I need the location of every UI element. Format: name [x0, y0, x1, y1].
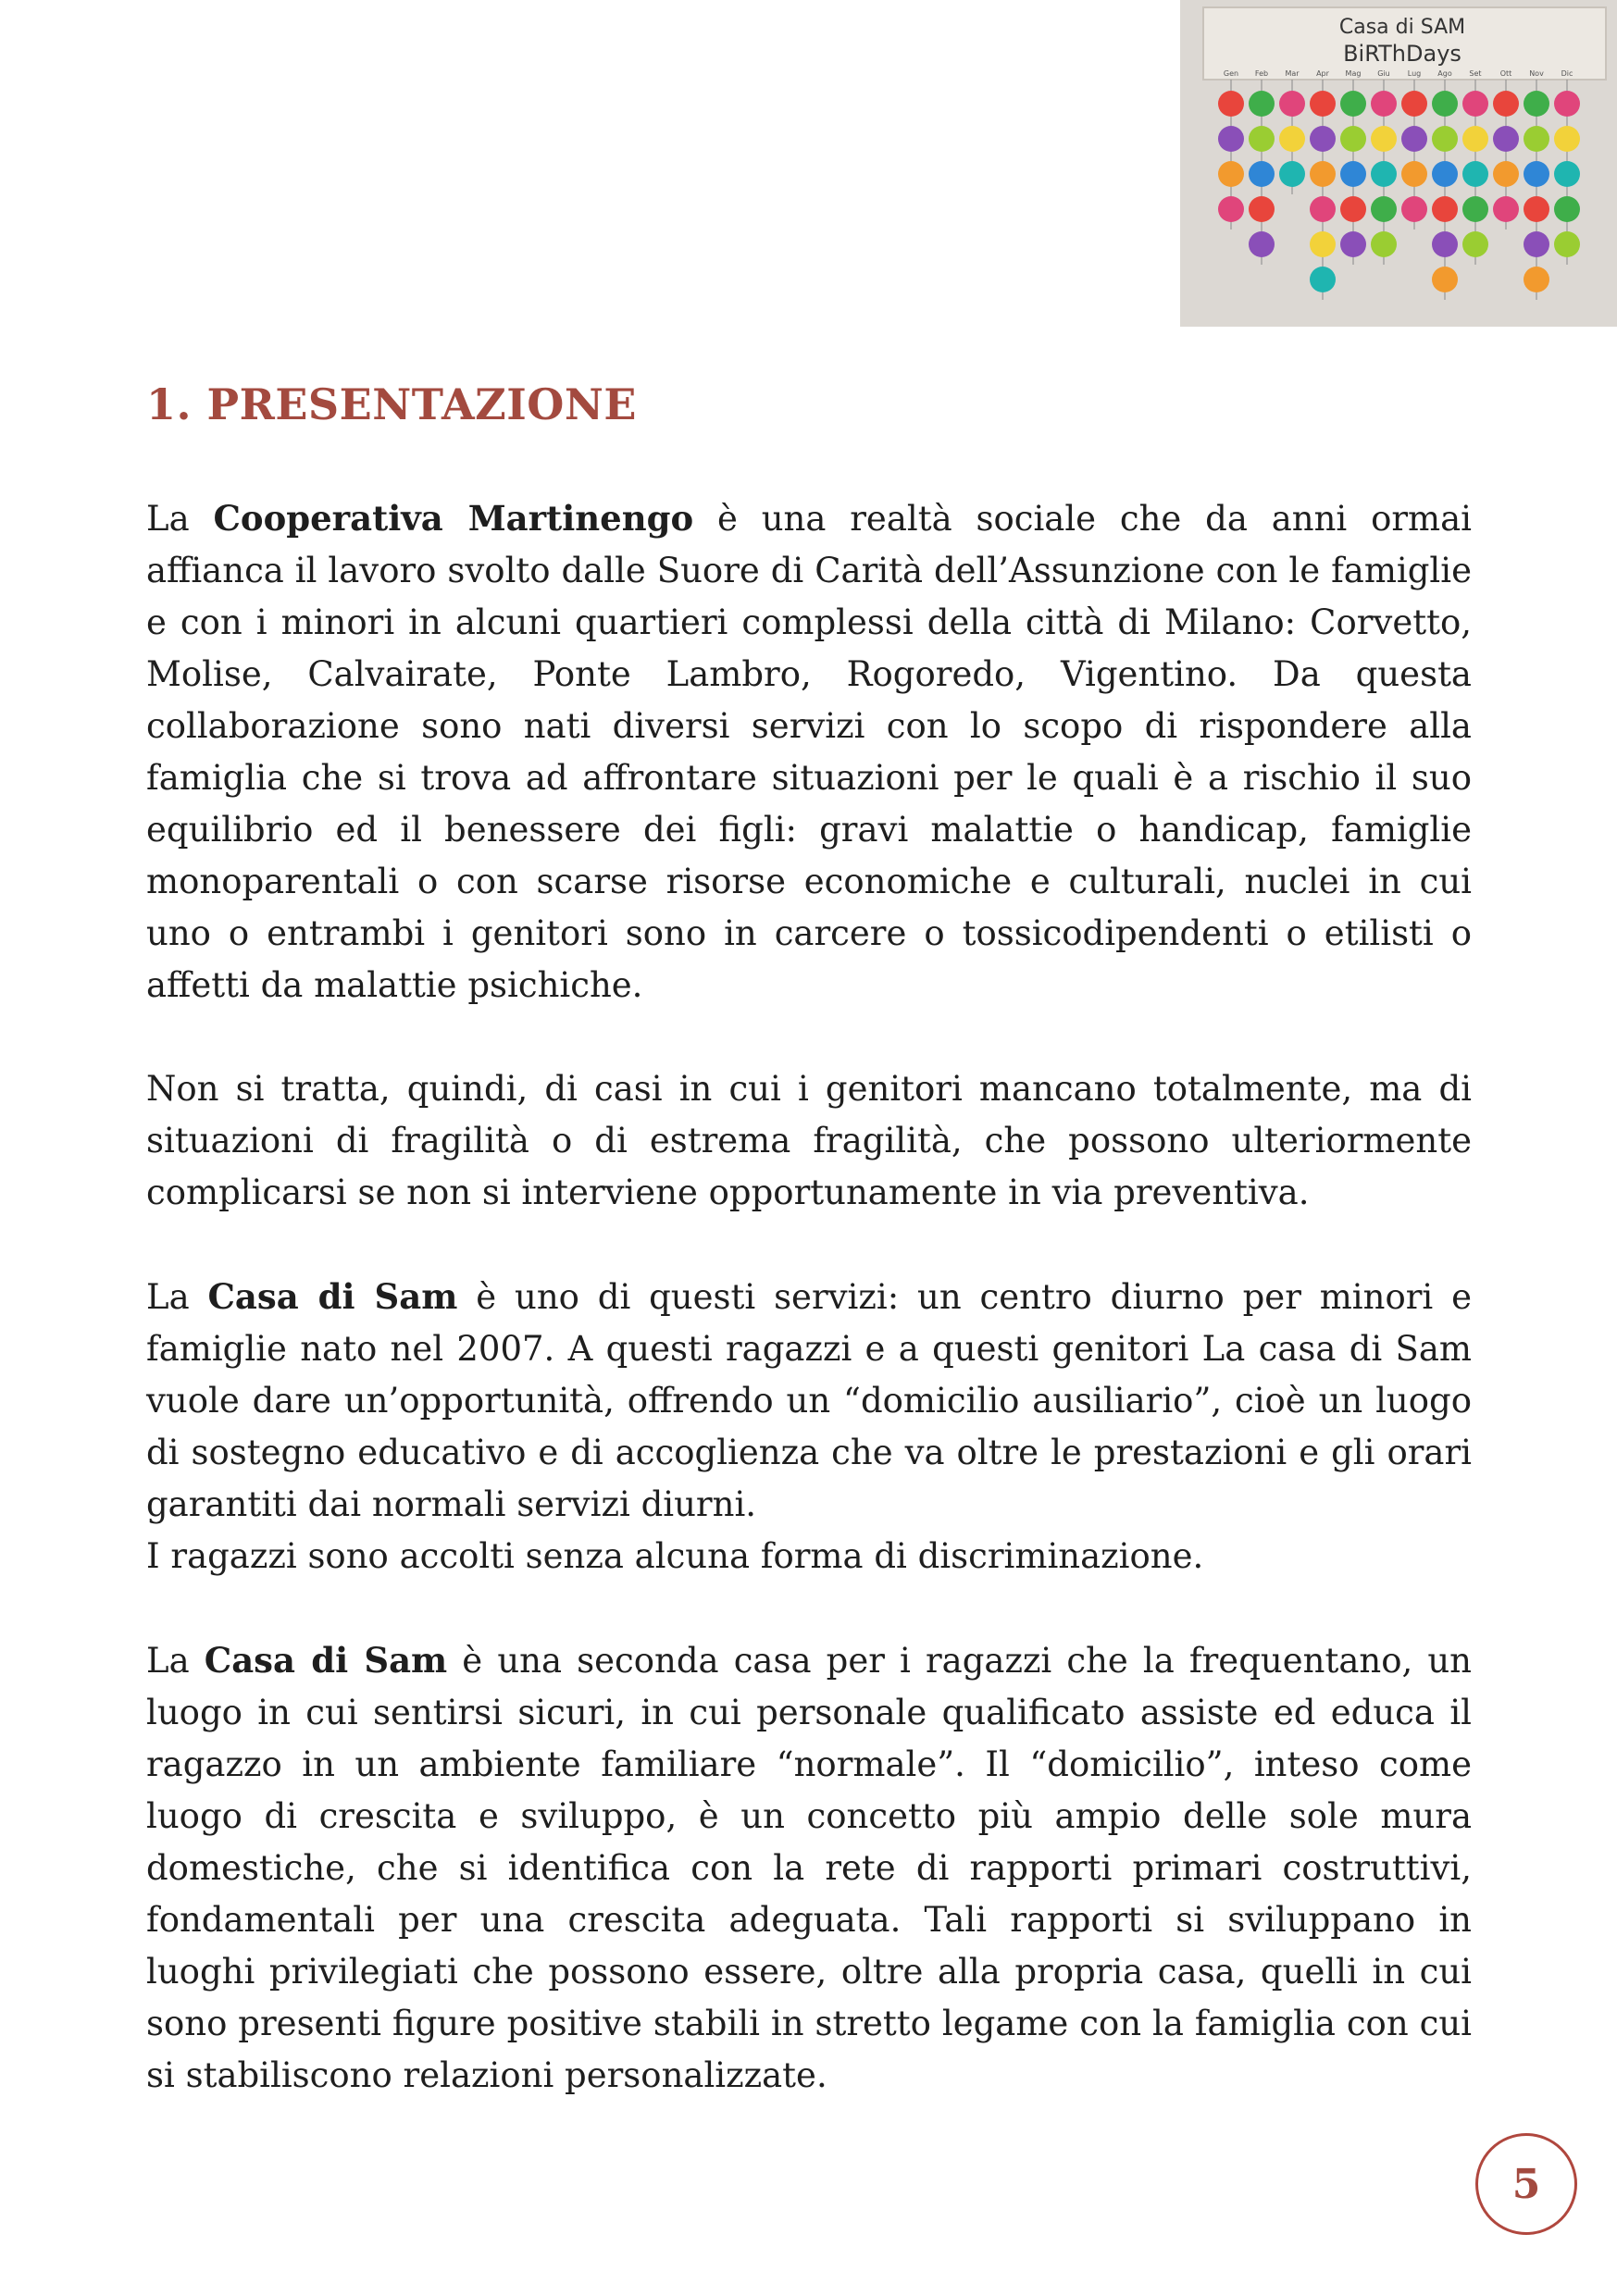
birthday-tag [1554, 91, 1580, 117]
month-label: Apr [1316, 69, 1329, 78]
birthday-tag [1340, 231, 1366, 257]
birthday-board-illustration [1180, 0, 1617, 327]
birthday-tag [1462, 126, 1488, 152]
birthday-tag [1218, 126, 1244, 152]
birthday-tag [1401, 91, 1427, 117]
paragraph-4: I ragazzi sono accolti senza alcuna forma di discriminazione. [146, 1536, 1204, 1576]
birthday-tag [1340, 161, 1366, 187]
birthday-tag [1432, 91, 1458, 117]
birthday-tag [1524, 91, 1549, 117]
birthday-tag [1279, 161, 1305, 187]
birthday-tag [1554, 231, 1580, 257]
birthday-tag [1371, 231, 1397, 257]
birthday-tag [1340, 126, 1366, 152]
birthday-tag [1310, 161, 1336, 187]
birthday-tag [1249, 91, 1275, 117]
birthday-tag [1279, 91, 1305, 117]
birthday-tag [1554, 126, 1580, 152]
month-label: Nov [1529, 69, 1544, 78]
month-label: Gen [1223, 69, 1239, 78]
birthday-tag [1401, 161, 1427, 187]
birthday-tag [1310, 126, 1336, 152]
birthday-tag [1218, 161, 1244, 187]
birthday-tag [1371, 126, 1397, 152]
birthday-tag [1279, 126, 1305, 152]
birthday-tag [1554, 196, 1580, 222]
birthday-tag [1462, 91, 1488, 117]
birthday-tag [1249, 161, 1275, 187]
birthday-tag [1340, 91, 1366, 117]
birthday-tag [1524, 161, 1549, 187]
body-text [146, 492, 1472, 2153]
paragraph-2: Non si tratta, quindi, di casi in cui i genitori mancano totalmente, ma di situazioni di fragilità o di estrema fragilità, che possono ulteriormente complicarsi se non si interviene opportunamente in via preventiva. [146, 1069, 1472, 1212]
birthday-tag [1310, 231, 1336, 257]
birthday-tag [1340, 196, 1366, 222]
birthday-tag [1462, 161, 1488, 187]
birthday-tag [1432, 126, 1458, 152]
paragraph-5: La Casa di Sam è una seconda casa per i ragazzi che la frequentano, un luogo in cui sentirsi sicuri, in cui personale qualificato assiste ed educa il ragazzo in un ambiente familiare “normale”. Il “domicilio”, inteso come luogo di crescita e sviluppo, è un concetto più ampio delle sole mura domestiche, che si identifica con la rete di rapporti primari costruttivi, fondamentali per una crescita adeguata. Tali rapporti si sviluppano in luoghi privilegiati che possono essere, oltre alla propria casa, quelli in cui sono presenti figure positive stabili in stretto legame con la famiglia con cui si stabiliscono relazioni personalizzate. [146, 1640, 1473, 2095]
birthday-tag [1493, 126, 1519, 152]
birthday-tag [1249, 196, 1275, 222]
birthday-tag [1493, 161, 1519, 187]
birthday-tag [1249, 126, 1275, 152]
birthday-tag [1371, 91, 1397, 117]
birthday-tag [1462, 231, 1488, 257]
page-number: 5 [1475, 2133, 1577, 2235]
birthday-tag [1401, 196, 1427, 222]
board-caption-line2: BiRThDays [1343, 41, 1462, 67]
birthday-tag [1310, 267, 1336, 292]
birthday-tag [1462, 196, 1488, 222]
birthday-tag [1493, 91, 1519, 117]
section-heading: 1. PRESENTAZIONE [146, 379, 637, 429]
birthday-tag [1401, 126, 1427, 152]
month-label: Giu [1377, 69, 1390, 78]
birthday-tag [1310, 91, 1336, 117]
month-label: Lug [1407, 69, 1422, 78]
month-label: Dic [1561, 69, 1573, 78]
board-caption-line1: Casa di SAM [1338, 16, 1466, 39]
paragraph-1: La Cooperativa Martinengo è una realtà sociale che da anni ormai affianca il lavoro svolto dalle Suore di Carità dell’Assunzione con le famiglie e con i minori in alcuni quartieri complessi della città di Milano: Corvetto, Molise, Calvairate, Ponte Lambro, Rogoredo, Vigentino. Da questa collaborazione sono nati diversi servizi con lo scopo di rispondere alla famiglia che si trova ad affrontare situazioni per le quali è a rischio il suo equilibrio ed il benessere dei figli: gravi malattie o handicap, famiglie monoparentali o con scarse risorse economiche e culturali, nuclei in cui uno o entrambi i genitori sono in carcere o tossicodipendenti o etilisti o affetti da malattie psichiche. [146, 498, 1473, 1005]
birthday-tag [1310, 196, 1336, 222]
month-label: Ago [1437, 69, 1452, 78]
month-label: Feb [1254, 69, 1269, 78]
birthday-tag [1432, 161, 1458, 187]
month-label: Mar [1285, 69, 1300, 78]
birthday-tag [1218, 91, 1244, 117]
birthday-tag [1371, 161, 1397, 187]
birthday-board-photo [1180, 0, 1617, 327]
birthday-tag [1432, 196, 1458, 222]
birthday-tag [1524, 231, 1549, 257]
birthday-tag [1432, 267, 1458, 292]
month-label: Ott [1499, 69, 1512, 78]
month-label: Set [1469, 69, 1482, 78]
paragraph-3: La Casa di Sam è uno di questi servizi: un centro diurno per minori e famiglie nato nel 2007. A questi ragazzi e a questi genitori La casa di Sam vuole dare un’opportunità, offrendo un “domicilio ausiliario”, cioè un luogo di sostegno educativo e di accoglienza che va oltre le prestazioni e gli orari garantiti dai normali servizi diurni. [146, 1276, 1473, 1524]
birthday-tag [1524, 126, 1549, 152]
month-label: Mag [1345, 69, 1362, 78]
birthday-tag [1432, 231, 1458, 257]
birthday-tag [1218, 196, 1244, 222]
birthday-tag [1524, 267, 1549, 292]
birthday-tag [1493, 196, 1519, 222]
birthday-tag [1249, 231, 1275, 257]
birthday-tag [1371, 196, 1397, 222]
birthday-tag [1554, 161, 1580, 187]
birthday-tag [1524, 196, 1549, 222]
